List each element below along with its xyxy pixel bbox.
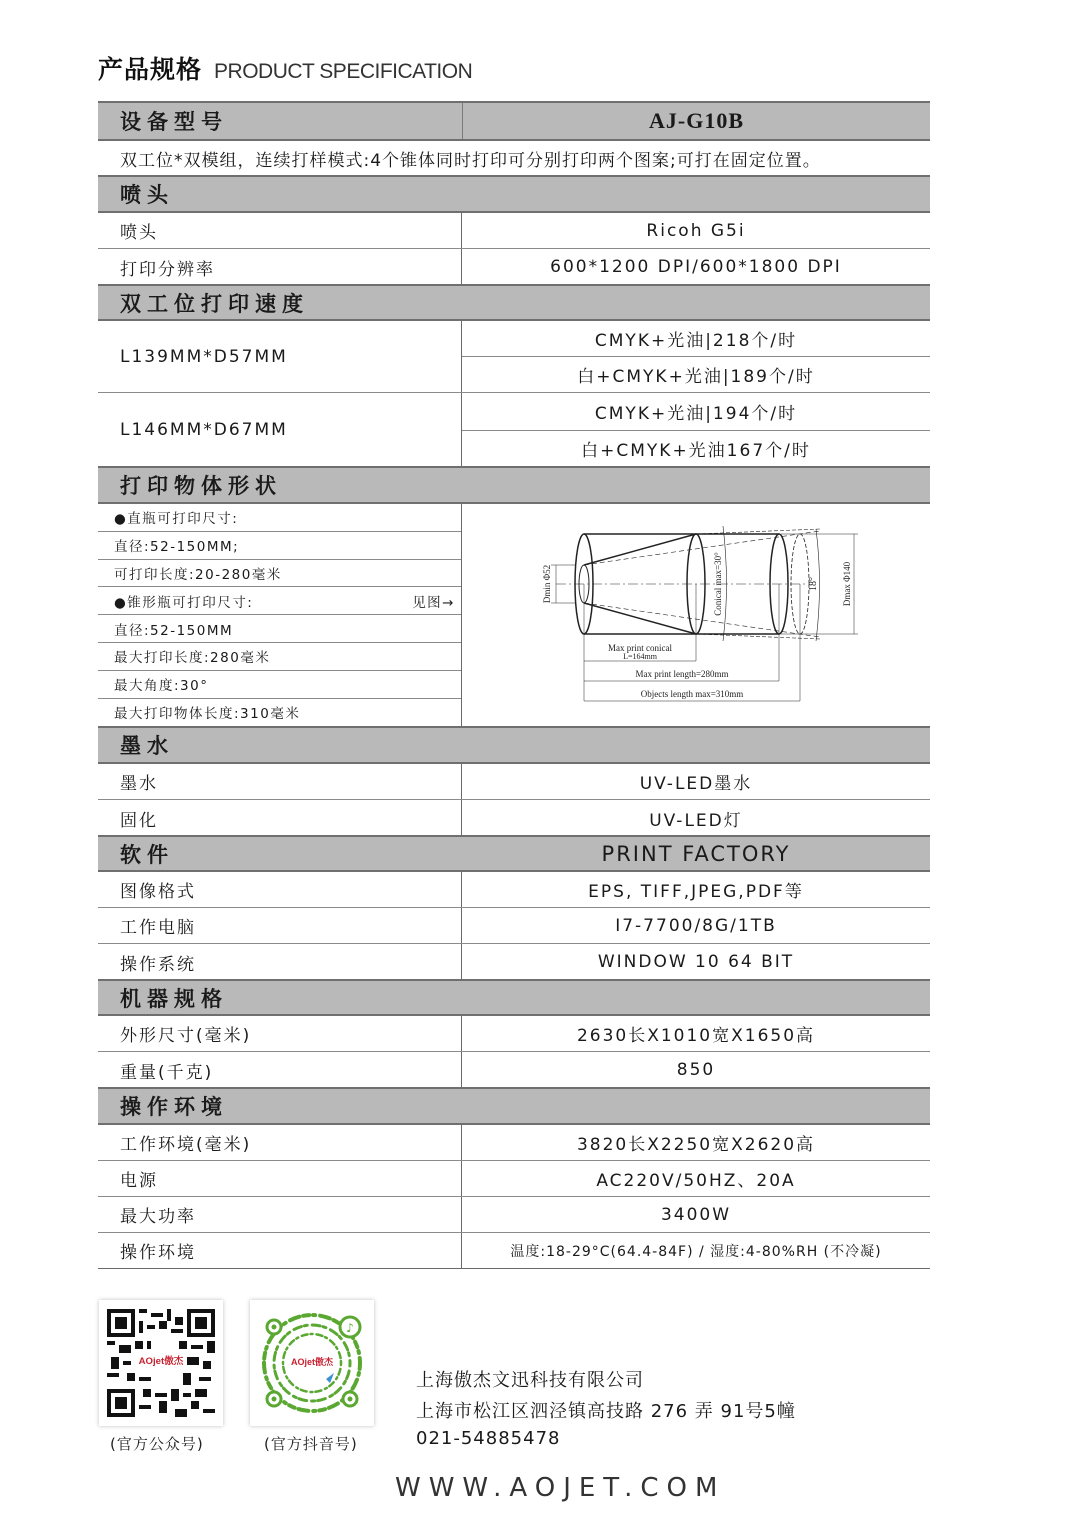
row-value: 850 [676, 1060, 716, 1080]
row-label: 重量(千克) [98, 1052, 462, 1088]
see-figure-link: 见图→ [412, 594, 455, 611]
wechat-qr-code [99, 1300, 223, 1426]
table-row [98, 1197, 930, 1233]
svg-text:♪: ♪ [346, 1321, 354, 1335]
table-row [98, 1161, 930, 1197]
section-model [98, 101, 930, 141]
list-item: 最大打印物体长度:310毫米 [114, 706, 301, 723]
table-row [98, 249, 930, 285]
row-value: 3820长X2250宽X2620高 [576, 1135, 816, 1155]
row-label: L146MM*D67MM [98, 393, 462, 467]
list-item: 最大打印长度:280毫米 [98, 643, 461, 671]
section-machine [98, 979, 930, 1016]
section-software [98, 835, 930, 872]
svg-text:Objects length max=310mm: Objects length max=310mm [640, 688, 744, 699]
row-label: 电源 [98, 1161, 462, 1196]
section-label: 喷头 [120, 183, 174, 207]
model-description: 双工位*双模组，连续打样模式:4个锥体同时打印可分别打印两个图案;可打在固定位置。 [120, 151, 821, 171]
model-description-row [98, 141, 930, 176]
row-label: 工作环境(毫米) [98, 1125, 462, 1160]
row-value: UV-LED墨水 [639, 774, 753, 794]
section-label: 双工位打印速度 [120, 291, 309, 316]
row-value: 白+CMYK+光油167个/时 [581, 441, 811, 462]
section-printhead [98, 175, 930, 213]
row-label: 操作环境 [98, 1233, 462, 1268]
row-label: 墨水 [98, 764, 462, 799]
svg-text:Dmax Φ140: Dmax Φ140 [842, 561, 852, 606]
row-value: 600*1200 DPI/600*1800 DPI [550, 257, 842, 277]
section-label: 软件 [120, 842, 174, 867]
row-label: 固化 [98, 800, 462, 836]
table-row [98, 908, 930, 944]
svg-text:Conical max=30°: Conical max=30° [713, 551, 723, 616]
svg-text:Dmin Φ52: Dmin Φ52 [542, 564, 552, 603]
list-item: 直径:52-150MM; [98, 532, 461, 560]
row-label: 图像格式 [98, 872, 462, 907]
table-row [98, 1016, 930, 1052]
row-value: UV-LED灯 [649, 810, 743, 831]
section-ink [98, 726, 930, 764]
table-row [98, 1233, 930, 1269]
svg-text:18°: 18° [808, 576, 819, 591]
section-label: 墨水 [120, 734, 174, 758]
row-value: CMYK+光油|218个/时 [462, 321, 930, 357]
model-value: AJ-G10B [462, 103, 930, 139]
row-value: 温度:18-29°C(64.4-84F) / 湿度:4-80%RH (不冷凝) [510, 1243, 882, 1260]
list-item: ●锥形瓶可打印尺寸: 见图→ [98, 587, 461, 615]
row-value: Ricoh G5i [646, 220, 746, 241]
row-label: 最大功率 [98, 1197, 462, 1232]
row-label: L139MM*D57MM [98, 321, 462, 392]
table-row [98, 872, 930, 908]
row-value: EPS, TIFF,JPEG,PDF等 [588, 882, 804, 902]
section-shape [98, 466, 930, 504]
website-link[interactable]: WWW.AOJET.COM [395, 1473, 726, 1503]
row-value: I7-7700/8G/1TB [615, 915, 777, 936]
spec-table [98, 102, 930, 1269]
row-label: 工作电脑 [98, 908, 462, 943]
wechat-caption: (官方公众号) [110, 1435, 204, 1453]
row-label: 打印分辨率 [98, 249, 462, 285]
section-label: 机器规格 [120, 986, 228, 1011]
software-name: PRINT FACTORY [601, 841, 791, 866]
table-row [98, 764, 930, 800]
cone-diagram [462, 504, 930, 727]
row-value: CMYK+光油|194个/时 [462, 393, 930, 431]
row-label: 喷头 [98, 213, 462, 248]
title-cn: 产品规格 [98, 55, 203, 84]
company-name: 上海傲杰文迅科技有限公司 [416, 1370, 644, 1391]
row-value: 3400W [660, 1204, 732, 1225]
title-en: PRODUCT SPECIFICATION [214, 60, 473, 83]
table-row [98, 1125, 930, 1161]
list-item: ●直瓶可打印尺寸: [98, 504, 461, 532]
model-label: 设备型号 [120, 110, 228, 134]
list-item: 最大角度:30° [98, 671, 461, 699]
list-item: 可打印长度:20-280毫米 [98, 560, 461, 588]
company-address: 上海市松江区泗泾镇高技路 276 弄 91号5幢 [416, 1401, 796, 1422]
company-phone: 021-54885478 [416, 1428, 561, 1449]
table-row [98, 800, 930, 836]
page-title [98, 50, 472, 84]
row-value: 2630长X1010宽X1650高 [576, 1026, 816, 1046]
speed-group [98, 393, 930, 467]
shape-list [98, 504, 462, 727]
row-label: 外形尺寸(毫米) [98, 1016, 462, 1051]
svg-text:Max print conical: Max print conical [608, 642, 672, 653]
section-environment [98, 1087, 930, 1125]
svg-text:AOjet傲杰: AOjet傲杰 [138, 1356, 184, 1368]
row-value: WINDOW 10 64 BIT [597, 952, 795, 972]
douyin-caption: (官方抖音号) [264, 1435, 358, 1453]
table-row [98, 213, 930, 249]
svg-text:Max print length=280mm: Max print length=280mm [635, 668, 729, 679]
list-item: 直径:52-150MM [98, 615, 461, 643]
svg-text:L=164mm: L=164mm [623, 651, 657, 661]
table-row [98, 1052, 930, 1088]
section-label: 操作环境 [120, 1095, 228, 1119]
svg-text:AOjet傲杰: AOjet傲杰 [290, 1357, 334, 1367]
table-row [98, 944, 930, 980]
speed-group [98, 321, 930, 393]
douyin-qr-code [250, 1300, 374, 1426]
row-label: 操作系统 [98, 944, 462, 980]
section-label: 打印物体形状 [120, 474, 282, 498]
shape-row [98, 504, 930, 727]
row-value: 白+CMYK+光油|189个/时 [577, 367, 815, 387]
section-speed [98, 284, 930, 321]
row-value: AC220V/50HZ、20A [596, 1171, 796, 1191]
